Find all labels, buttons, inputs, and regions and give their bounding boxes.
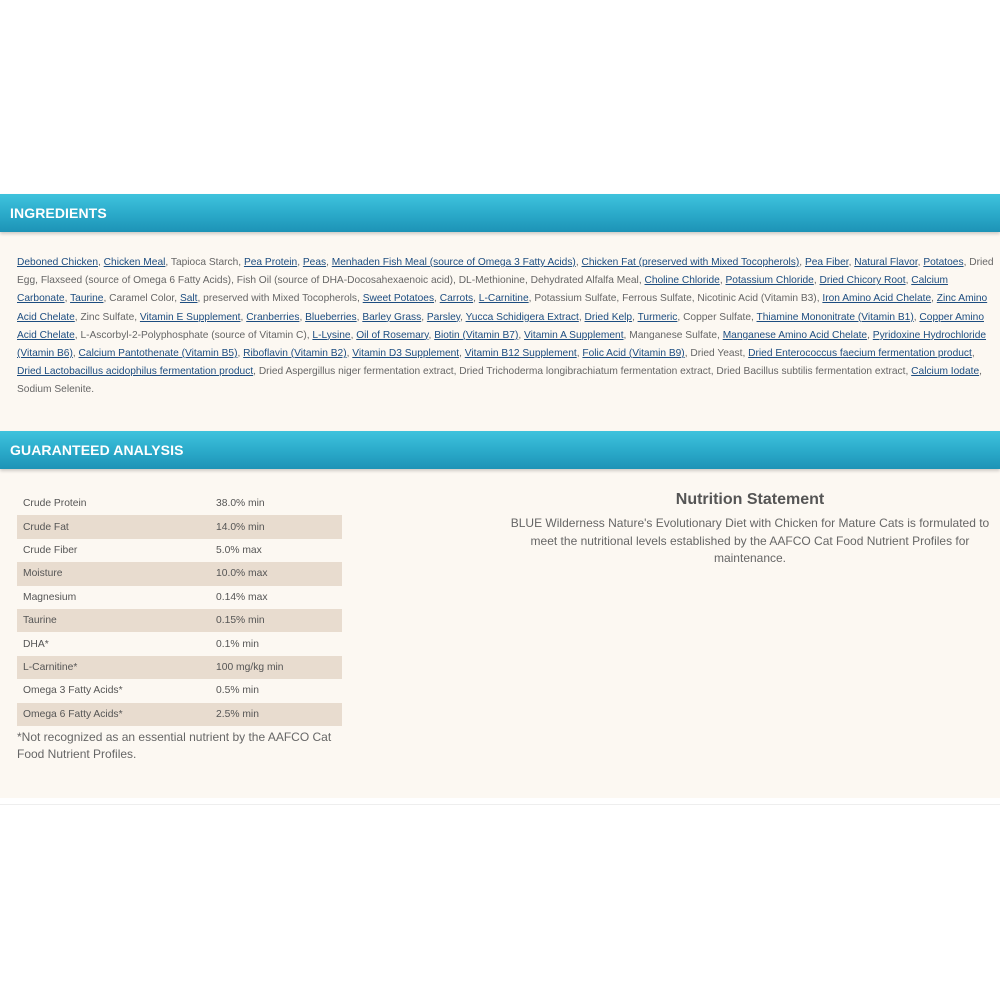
ingredient-link[interactable]: Thiamine Mononitrate (Vitamin B1) (756, 311, 914, 323)
ingredient-link[interactable]: Deboned Chicken (17, 257, 98, 268)
ingredient-text: Nicotinic Acid (Vitamin B3) (697, 293, 817, 305)
ingredient-text: Sodium Selenite (17, 384, 92, 396)
ingredient-text: Dried Aspergillus niger fermentation extract (258, 366, 454, 378)
analysis-nutrient: Omega 6 Fatty Acids* (23, 708, 123, 720)
analysis-value: 0.15% min (216, 615, 265, 627)
analysis-nutrient: Omega 3 Fatty Acids* (23, 685, 123, 697)
ingredient-link[interactable]: Calcium Carbonate (17, 275, 949, 305)
ingredient-text: Dried Egg (17, 257, 994, 287)
analysis-row (17, 632, 342, 655)
ingredient-link[interactable]: Menhaden Fish Meal (source of Omega 3 Fatty Acids) (331, 257, 576, 268)
analysis-row (17, 562, 342, 585)
ingredient-link[interactable]: Dried Kelp (584, 311, 633, 323)
ingredient-link[interactable]: Parsley (426, 311, 461, 323)
ingredient-link[interactable]: L-Carnitine (478, 293, 529, 305)
guaranteed-analysis-table (17, 492, 342, 726)
ingredient-text: Dehydrated Alfalfa Meal (530, 275, 639, 287)
ingredient-link[interactable]: Carrots (439, 293, 474, 305)
nutrition-statement-title: Nutrition Statement (675, 491, 825, 508)
ingredient-link[interactable]: Riboflavin (Vitamin B2) (243, 348, 347, 360)
guaranteed-analysis-header: GUARANTEED ANALYSIS (0, 431, 1000, 469)
analysis-value: 38.0% min (216, 498, 265, 510)
ingredient-link[interactable]: Pea Protein (243, 257, 298, 268)
ingredient-link[interactable]: Vitamin D3 Supplement (352, 348, 460, 360)
ingredient-link[interactable]: Dried Lactobacillus acidophilus fermentation product (17, 366, 254, 378)
ingredient-link[interactable]: Potassium Chloride (725, 275, 814, 287)
analysis-nutrient: Crude Fiber (23, 544, 78, 556)
ingredient-link[interactable]: Salt (179, 293, 198, 305)
ingredient-link[interactable]: Pyridoxine Hydrochloride (Vitamin B6) (17, 329, 987, 360)
ingredient-link[interactable]: L-Lysine (312, 329, 351, 341)
ingredient-link[interactable]: Calcium Iodate (911, 366, 980, 378)
analysis-row (17, 609, 342, 632)
nutrition-statement (500, 491, 1000, 568)
ingredient-link[interactable]: Peas (302, 257, 327, 268)
ingredient-link[interactable]: Copper Amino Acid Chelate (17, 311, 984, 341)
analysis-value: 2.5% min (216, 708, 259, 720)
ingredient-text: Zinc Sulfate (80, 311, 135, 323)
analysis-nutrient: Crude Fat (23, 521, 69, 533)
ingredient-link[interactable]: Vitamin B12 Supplement (464, 348, 577, 360)
analysis-row (17, 539, 342, 562)
ingredient-link[interactable]: Folic Acid (Vitamin B9) (582, 348, 685, 360)
analysis-row (17, 492, 342, 515)
ingredient-text: Copper Sulfate (683, 311, 752, 323)
analysis-value: 0.5% min (216, 685, 259, 697)
nutrition-statement-text: BLUE Wilderness Nature's Evolutionary Diet with Chicken for Mature Cats is formulated to meet the nutritional levels established by the AAFCO Cat Food Nutrient Profiles for maintenance. (510, 516, 990, 565)
ingredient-link[interactable]: Iron Amino Acid Chelate (822, 293, 932, 305)
ingredient-text: Flaxseed (source of Omega 6 Fatty Acids) (40, 275, 232, 287)
ingredient-link[interactable]: Vitamin A Supplement (524, 329, 624, 341)
analysis-nutrient: L-Carnitine* (23, 661, 78, 673)
analysis-nutrient: DHA* (23, 638, 49, 650)
ingredient-link[interactable]: Potatoes (923, 257, 964, 268)
analysis-value: 5.0% max (216, 544, 262, 556)
analysis-nutrient: Taurine (23, 615, 57, 627)
ingredient-text: Fish Oil (source of DHA-Docosahexaenoic acid) (236, 275, 454, 287)
ingredient-link[interactable]: Turmeric (637, 311, 678, 323)
ingredient-text: Dried Trichoderma longibrachiatum fermentation extract (459, 366, 711, 378)
ingredient-link[interactable]: Vitamin E Supplement (139, 311, 241, 323)
ingredient-link[interactable]: Yucca Schidigera Extract (465, 311, 579, 323)
ingredient-link[interactable]: Oil of Rosemary (356, 329, 429, 341)
ingredient-text: Dried Bacillus subtilis fermentation extract (716, 366, 906, 378)
ingredient-link[interactable]: Choline Chloride (644, 275, 720, 287)
ingredient-link[interactable]: Zinc Amino Acid Chelate (17, 293, 988, 323)
ingredients-header: INGREDIENTS (0, 194, 1000, 232)
analysis-nutrient: Moisture (23, 568, 63, 580)
ingredient-text: L-Ascorbyl-2-Polyphosphate (source of Vitamin C) (80, 329, 307, 341)
ingredient-text: Ferrous Sulfate (622, 293, 692, 305)
ingredient-text: DL-Methionine (458, 275, 525, 287)
ingredient-link[interactable]: Chicken Fat (preserved with Mixed Tocopherols) (581, 257, 800, 268)
analysis-value: 14.0% min (216, 521, 265, 533)
ingredient-text: Manganese Sulfate (629, 329, 718, 341)
ingredient-text: preserved with Mixed Tocopherols (203, 293, 358, 305)
ingredient-link[interactable]: Manganese Amino Acid Chelate (722, 329, 868, 341)
ingredients-end: . (91, 384, 95, 396)
ingredient-link[interactable]: Natural Flavor (854, 257, 918, 268)
ingredient-text: Tapioca Starch (170, 257, 239, 268)
analysis-row (17, 656, 342, 679)
ingredient-link[interactable]: Cranberries (246, 311, 300, 323)
analysis-value: 0.14% max (216, 591, 268, 603)
analysis-row (17, 703, 342, 726)
ingredient-text: Dried Yeast (690, 348, 743, 360)
analysis-value: 100 mg/kg min (216, 661, 284, 673)
analysis-row (17, 515, 342, 538)
ingredient-link[interactable]: Biotin (Vitamin B7) (434, 329, 519, 341)
ingredient-link[interactable]: Chicken Meal (103, 257, 166, 268)
ingredient-link[interactable]: Taurine (70, 293, 104, 305)
ingredient-link[interactable]: Dried Enterococcus faecium fermentation product (748, 348, 972, 360)
ingredients-list: Deboned Chicken, Chicken Meal, Tapioca Starch, Pea Protein, Peas, Menhaden Fish Meal (source of Omega 3 Fatty Acids), Chicken Fat (preserved with Mixed Tocopherols), Pea Fiber, Natural Flavor, Potatoes, Dried Egg, Flaxseed (source of Omega 6 Fatty Acids), Fish Oil (source of DHA-Docosahexaenoic acid), DL-Methionine, Dehydrated Alfalfa Meal, Choline Chloride, Potassium Chloride, Dried Chicory Root, Calcium Carbonate, Taurine, Caramel Color, Salt, preserved with Mixed Tocopherols, Sweet Potatoes, Carrots, L-Carnitine, Potassium Sulfate, Ferrous Sulfate, Nicotinic Acid (Vitamin B3), Iron Amino Acid Chelate, Zinc Amino Acid Chelate, Zinc Sulfate, Vitamin E Supplement, Cranberries, Blueberries, Barley Grass, Parsley, Yucca Schidigera Extract, Dried Kelp, Turmeric, Copper Sulfate, Thiamine Mononitrate (Vitamin B1), Copper Amino Acid Chelate, L-Ascorbyl-2-Polyphosphate (source of Vitamin C), L-Lysine, Oil of Rosemary, Biotin (Vitamin B7), Vitamin A Supplement, Manganese Sulfate, Manganese Amino Acid Chelate, Pyridoxine Hydrochloride (Vitamin B6), Calcium Pantothenate (Vitamin B5), Riboflavin (Vitamin B2), Vitamin D3 Supplement, Vitamin B12 Supplement, Folic Acid (Vitamin B9), Dried Yeast, Dried Enterococcus faecium fermentation product, Dried Lactobacillus acidophilus fermentation product, Dried Aspergillus niger fermentation extract, Dried Trichoderma longibrachiatum fermentation extract, Dried Bacillus subtilis fermentation extract, Calcium Iodate, Sodium Selenite. (17, 257, 994, 396)
ingredient-link[interactable]: Barley Grass (362, 311, 422, 323)
ingredient-text: Potassium Sulfate (534, 293, 617, 305)
ingredient-link[interactable]: Blueberries (305, 311, 357, 323)
ingredient-link[interactable]: Dried Chicory Root (819, 275, 906, 287)
ingredient-link[interactable]: Sweet Potatoes (362, 293, 435, 305)
ingredient-link[interactable]: Pea Fiber (804, 257, 849, 268)
ingredient-link[interactable]: Calcium Pantothenate (Vitamin B5) (78, 348, 238, 360)
analysis-footnote: *Not recognized as an essential nutrient by the AAFCO Cat Food Nutrient Profiles. (17, 730, 332, 761)
divider (0, 804, 1000, 805)
analysis-value: 10.0% max (216, 568, 268, 580)
analysis-value: 0.1% min (216, 638, 259, 650)
analysis-nutrient: Crude Protein (23, 498, 87, 510)
analysis-row (17, 586, 342, 609)
ingredient-text: Caramel Color (109, 293, 175, 305)
analysis-row (17, 679, 342, 702)
analysis-nutrient: Magnesium (23, 591, 77, 603)
